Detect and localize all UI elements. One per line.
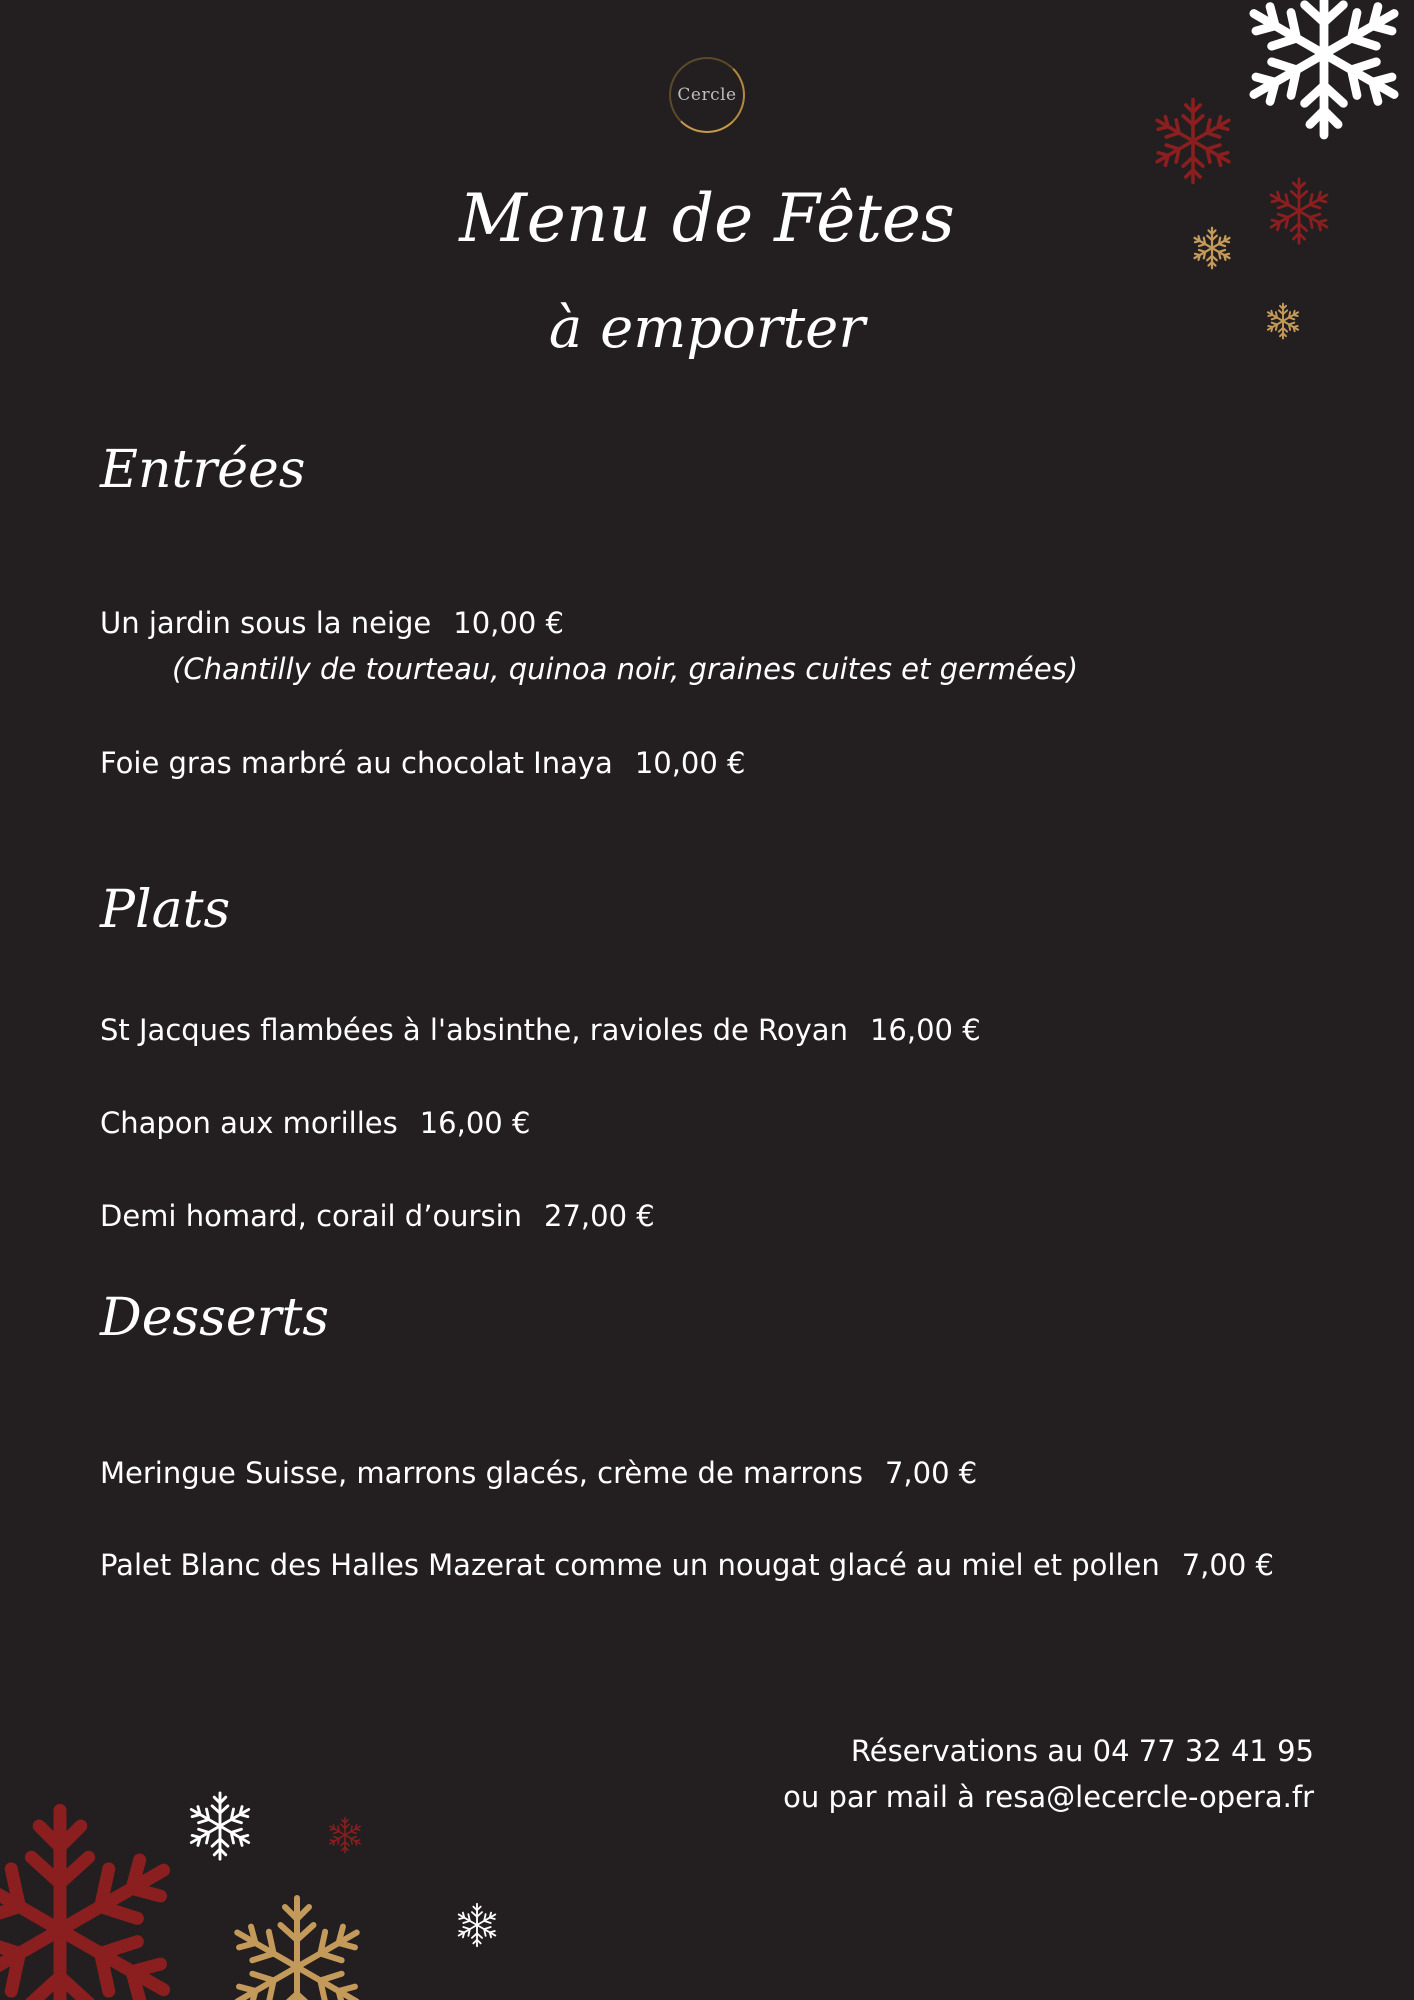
menu-item [100, 1548, 1274, 1582]
snowflake-icon [222, 1892, 372, 2000]
reservation-email: ou par mail à resa@lecercle-opera.fr [783, 1780, 1314, 1814]
item-price: 7,00 € [1181, 1548, 1274, 1582]
menu-item [100, 606, 564, 640]
item-name: St Jacques flambées à l'absinthe, ravioles de Royan [100, 1013, 848, 1047]
item-price: 10,00 € [634, 746, 746, 780]
section-title-plats: Plats [100, 880, 231, 940]
snowflake-icon [1236, 0, 1412, 142]
menu-item [100, 1456, 977, 1490]
menu-title: Menu de Fêtes [459, 180, 955, 257]
menu-item [100, 1199, 655, 1233]
item-name: Chapon aux morilles [100, 1106, 398, 1140]
menu-item [100, 1106, 530, 1140]
snowflake-icon [184, 1790, 256, 1862]
item-price: 27,00 € [544, 1199, 655, 1233]
snowflake-icon [326, 1816, 364, 1854]
item-name: Un jardin sous la neige [100, 606, 432, 640]
item-name: Palet Blanc des Halles Mazerat comme un nougat glacé au miel et pollen [100, 1548, 1160, 1582]
reservation-phone: Réservations au 04 77 32 41 95 [850, 1734, 1314, 1768]
item-name: Foie gras marbré au chocolat Inaya [100, 746, 613, 780]
logo-text: Cercle [677, 85, 737, 105]
cercle-logo [669, 57, 745, 133]
menu-subtitle: à emporter [548, 296, 866, 361]
section-title-desserts: Desserts [100, 1288, 330, 1348]
item-price: 10,00 € [453, 606, 564, 640]
item-price: 16,00 € [869, 1013, 981, 1047]
menu-item [100, 746, 746, 780]
snowflake-icon [1148, 96, 1238, 186]
menu-item [100, 1013, 981, 1047]
item-price: 16,00 € [419, 1106, 531, 1140]
item-description: (Chantilly de tourteau, quinoa noir, graines cuites et germées) [172, 652, 1079, 686]
item-name: Meringue Suisse, marrons glacés, crème de marrons [100, 1456, 863, 1490]
item-name: Demi homard, corail d’oursin [100, 1199, 523, 1233]
section-title-entrees: Entrées [100, 440, 306, 500]
snowflake-icon [0, 1800, 190, 2000]
item-price: 7,00 € [884, 1456, 978, 1490]
snowflake-icon [454, 1902, 500, 1948]
